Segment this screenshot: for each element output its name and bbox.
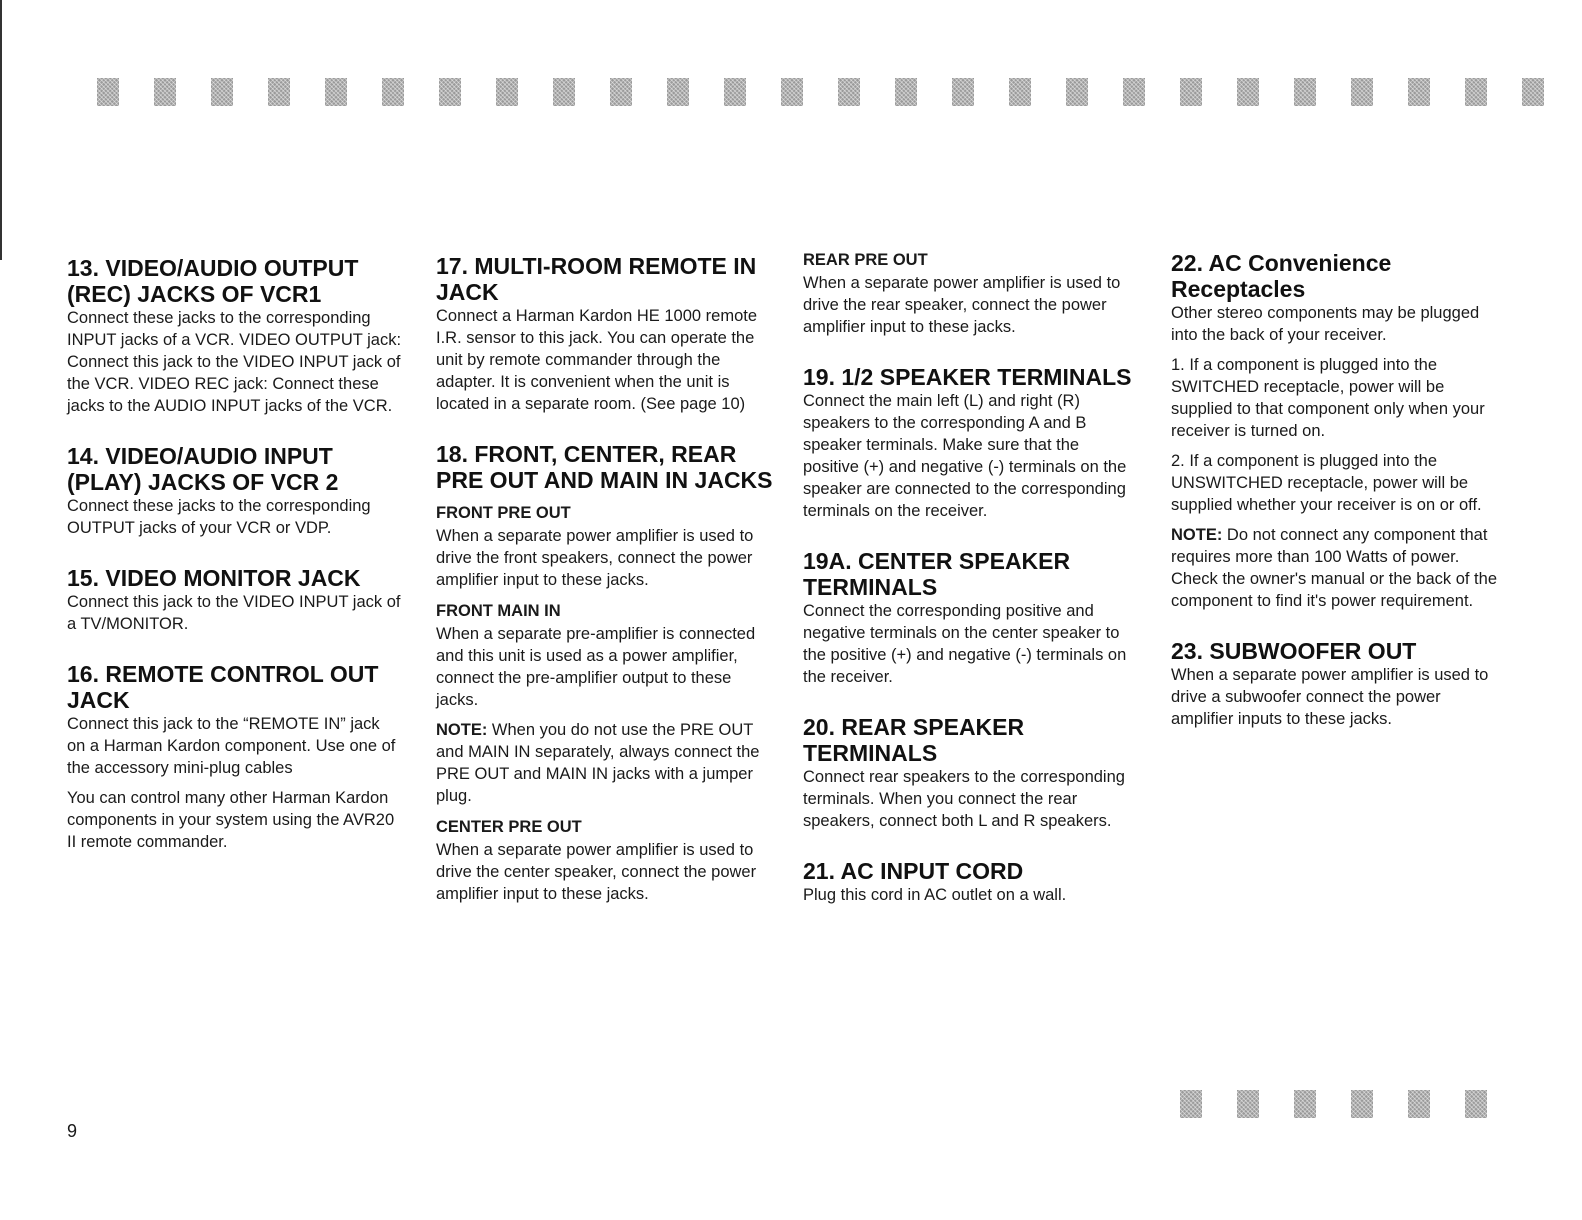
note-label: NOTE: xyxy=(1171,526,1223,544)
section-21 xyxy=(803,858,1138,906)
section-text: Connect the corresponding positive and negative terminals on the center speaker to the positive (+) and negative (-) terminals on the receiver. xyxy=(803,602,1127,686)
column-4 xyxy=(1171,250,1501,756)
section-title: 20. REAR SPEAKER TERMINALS xyxy=(803,714,1025,766)
section-title: 17. MULTI-ROOM REMOTE IN JACK xyxy=(436,253,757,305)
subsection-text: When a separate power amplifier is used to drive the rear speaker, connect the power amplifier input to these jacks. xyxy=(803,274,1121,336)
section-17 xyxy=(436,253,776,415)
section-23 xyxy=(1171,638,1501,730)
section-16 xyxy=(67,661,402,853)
section-text: Connect a Harman Kardon HE 1000 remote I.R. sensor to this jack. You can operate the unit by remote commander through the adapter. It is convenient when the unit is located in a separate room. (See page 10) xyxy=(436,307,758,413)
column-3 xyxy=(803,250,1138,932)
section-title: 19A. CENTER SPEAKER TERMINALS xyxy=(803,548,1071,600)
section-title: 23. SUBWOOFER OUT xyxy=(1171,638,1417,664)
note-text: When you do not use the PRE OUT and MAIN IN separately, always connect the PRE OUT and MAIN IN jacks with a jumper plug. xyxy=(436,721,760,805)
note-text: Do not connect any component that requires more than 100 Watts of power. Check the owner's manual or the back of the component to find it's power requirement. xyxy=(1171,526,1497,610)
subsection-heading: CENTER PRE OUT xyxy=(436,818,582,836)
section-text: When a separate power amplifier is used to drive a subwoofer connect the power amplifier inputs to these jacks. xyxy=(1171,666,1489,728)
section-13 xyxy=(67,255,402,417)
page-edge-line xyxy=(0,0,2,260)
section-title: 19. 1/2 SPEAKER TERMINALS xyxy=(803,364,1132,390)
section-text: Plug this cord in AC outlet on a wall. xyxy=(803,886,1067,904)
section-title: 18. FRONT, CENTER, REAR PRE OUT AND MAIN IN JACKS xyxy=(436,441,773,493)
column-1 xyxy=(67,250,402,879)
section-rear-pre-out xyxy=(803,250,1138,338)
bottom-decorative-squares xyxy=(1180,1090,1500,1118)
section-14 xyxy=(67,443,402,539)
subsection-text: When a separate pre-amplifier is connected and this unit is used as a power amplifier, connect the pre-amplifier output to these jacks. xyxy=(436,625,756,709)
section-title: 13. VIDEO/AUDIO OUTPUT (REC) JACKS OF VCR1 xyxy=(67,255,359,307)
section-text: Connect this jack to the “REMOTE IN” jack on a Harman Kardon component. Use one of the accessory mini-plug cables xyxy=(67,715,396,777)
section-title: 16. REMOTE CONTROL OUT JACK xyxy=(67,661,379,713)
subsection-heading: FRONT PRE OUT xyxy=(436,504,571,522)
section-text: Connect this jack to the VIDEO INPUT jack of a TV/MONITOR. xyxy=(67,593,401,633)
section-text: You can control many other Harman Kardon components in your system using the AVR20 II remote commander. xyxy=(67,789,395,851)
page-number: 9 xyxy=(67,1121,78,1141)
section-18 xyxy=(436,441,776,905)
section-19a xyxy=(803,548,1138,688)
note xyxy=(1171,524,1501,612)
section-text: Connect these jacks to the corresponding INPUT jacks of a VCR. VIDEO OUTPUT jack: Connect this jack to the VIDEO INPUT jack of the VCR. VIDEO REC jack: Connect these jacks to the AUDIO INPUT jacks of the VCR. xyxy=(67,309,402,415)
section-text: Connect these jacks to the corresponding OUTPUT jacks of your VCR or VDP. xyxy=(67,497,371,537)
section-text: 1. If a component is plugged into the SWITCHED receptacle, power will be supplied to that component only when your receiver is turned on. xyxy=(1171,356,1485,440)
subsection-heading: FRONT MAIN IN xyxy=(436,602,561,620)
section-title: 22. AC Convenience Receptacles xyxy=(1171,250,1392,302)
section-20 xyxy=(803,714,1138,832)
subsection-text: When a separate power amplifier is used to drive the center speaker, connect the power amplifier input to these jacks. xyxy=(436,841,757,903)
section-text: Other stereo components may be plugged into the back of your receiver. xyxy=(1171,304,1480,344)
section-title: 14. VIDEO/AUDIO INPUT (PLAY) JACKS OF VCR 2 xyxy=(67,443,339,495)
section-text: Connect rear speakers to the corresponding terminals. When you connect the rear speakers, connect both L and R speakers. xyxy=(803,768,1125,830)
subsection-text: When a separate power amplifier is used to drive the front speakers, connect the power amplifier input to these jacks. xyxy=(436,527,754,589)
section-15 xyxy=(67,565,402,635)
top-decorative-squares xyxy=(97,78,1582,106)
section-title: 21. AC INPUT CORD xyxy=(803,858,1024,884)
subsection-heading: REAR PRE OUT xyxy=(803,251,928,269)
section-text: Connect the main left (L) and right (R) speakers to the corresponding A and B speaker terminals. Make sure that the positive (+) and negative (-) terminals on the speaker are connected to the corresponding terminals on the receiver. xyxy=(803,392,1127,520)
section-text: 2. If a component is plugged into the UNSWITCHED receptacle, power will be supplied whether your receiver is on or off. xyxy=(1171,452,1482,514)
note xyxy=(436,719,776,807)
note-label: NOTE: xyxy=(436,721,488,739)
column-2 xyxy=(436,250,776,931)
section-title: 15. VIDEO MONITOR JACK xyxy=(67,565,361,591)
section-22 xyxy=(1171,250,1501,612)
section-19 xyxy=(803,364,1138,522)
